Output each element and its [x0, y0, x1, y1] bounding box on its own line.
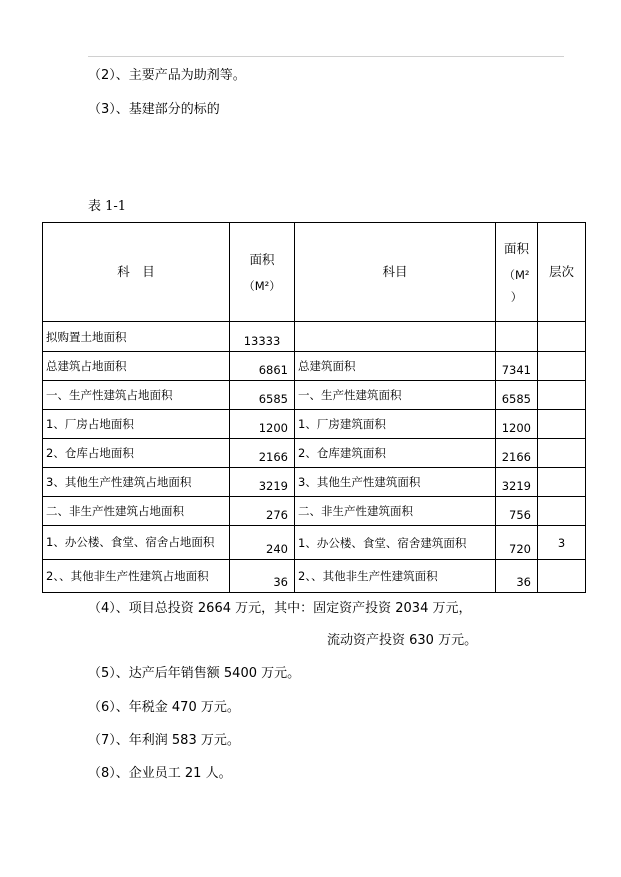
row-item-2: 一、生产性建筑面积: [295, 381, 496, 410]
row-area-2: 1200: [496, 410, 538, 439]
row-area-2: 6585: [496, 381, 538, 410]
row-area-2: 3219: [496, 468, 538, 497]
row-item: 2、、其他非生产性建筑占地面积: [43, 560, 230, 593]
row-level: [538, 322, 586, 352]
row-item: 二、非生产性建筑占地面积: [43, 497, 230, 526]
table-row: [43, 497, 586, 526]
area-table: [42, 222, 586, 593]
header-subject-2: 科目: [295, 223, 496, 322]
table-row: [43, 322, 586, 352]
table-row: [43, 526, 586, 560]
row-item-2: [295, 322, 496, 352]
header-area-2-title: 面积: [503, 241, 529, 256]
row-item-2: 总建筑面积: [295, 352, 496, 381]
table-row: [43, 560, 586, 593]
row-level: [538, 560, 586, 593]
row-level: [538, 497, 586, 526]
row-item: 1、办公楼、食堂、宿舍占地面积: [43, 526, 230, 560]
note-tax: （6）、年税金 470 万元。: [88, 700, 240, 715]
row-item-2: 3、其他生产性建筑面积: [295, 468, 496, 497]
row-item: 一、生产性建筑占地面积: [43, 381, 230, 410]
row-area-2: 756: [496, 497, 538, 526]
row-area-2: 720: [496, 526, 538, 560]
row-area-2: 7341: [496, 352, 538, 381]
header-area-2: [496, 223, 538, 322]
row-item: 总建筑占地面积: [43, 352, 230, 381]
row-area: 6585: [230, 381, 295, 410]
intro-line-products: （2）、主要产品为助剂等。: [88, 68, 246, 83]
note-sales: （5）、达产后年销售额 5400 万元。: [88, 666, 301, 681]
row-level: [538, 439, 586, 468]
header-area: [230, 223, 295, 322]
row-level: [538, 468, 586, 497]
row-level: [538, 352, 586, 381]
table-row: [43, 468, 586, 497]
row-area: 240: [230, 526, 295, 560]
row-item-2: 二、非生产性建筑面积: [295, 497, 496, 526]
row-area-2: 36: [496, 560, 538, 593]
row-area: 2166: [230, 439, 295, 468]
note-profit: （7）、年利润 583 万元。: [88, 733, 240, 748]
row-area: 36: [230, 560, 295, 593]
row-item: 拟购置土地面积: [43, 322, 230, 352]
row-item: 2、仓库占地面积: [43, 439, 230, 468]
note-investment: （4）、项目总投资 2664 万元，其中：固定资产投资 2034 万元，: [88, 601, 472, 616]
header-rule: [88, 56, 564, 57]
header-area-title: 面积: [249, 252, 275, 267]
header-level: 层次: [538, 223, 586, 322]
header-subject: 科 目: [43, 223, 230, 322]
row-level: [538, 381, 586, 410]
row-item-2: 1、厂房建筑面积: [295, 410, 496, 439]
table-caption: 表 1-1: [88, 199, 127, 214]
row-area-2: 2166: [496, 439, 538, 468]
note-working-capital: 流动资产投资 630 万元。: [327, 633, 478, 648]
row-level: [538, 410, 586, 439]
table-row: [43, 410, 586, 439]
intro-line-construction: （3）、基建部分的标的: [88, 102, 220, 117]
row-item-2: 1、办公楼、食堂、宿舍建筑面积: [295, 526, 496, 560]
row-area-2: [496, 322, 538, 352]
note-staff: （8）、企业员工 21 人。: [88, 766, 232, 781]
header-area-2-unit-b: ）: [510, 290, 523, 304]
row-level: 3: [538, 526, 586, 560]
table-row: [43, 439, 586, 468]
row-area: 13333: [230, 322, 295, 352]
row-area: 3219: [230, 468, 295, 497]
row-item: 3、其他生产性建筑占地面积: [43, 468, 230, 497]
header-area-2-unit-a: （M²: [503, 268, 530, 282]
table-row: [43, 352, 586, 381]
table-row: [43, 381, 586, 410]
row-item-2: 2、、其他非生产性建筑面积: [295, 560, 496, 593]
header-area-unit: （M²）: [243, 279, 281, 293]
row-item-2: 2、仓库建筑面积: [295, 439, 496, 468]
row-item: 1、厂房占地面积: [43, 410, 230, 439]
row-area: 1200: [230, 410, 295, 439]
row-area: 6861: [230, 352, 295, 381]
row-area: 276: [230, 497, 295, 526]
table-header-row: [43, 223, 586, 322]
